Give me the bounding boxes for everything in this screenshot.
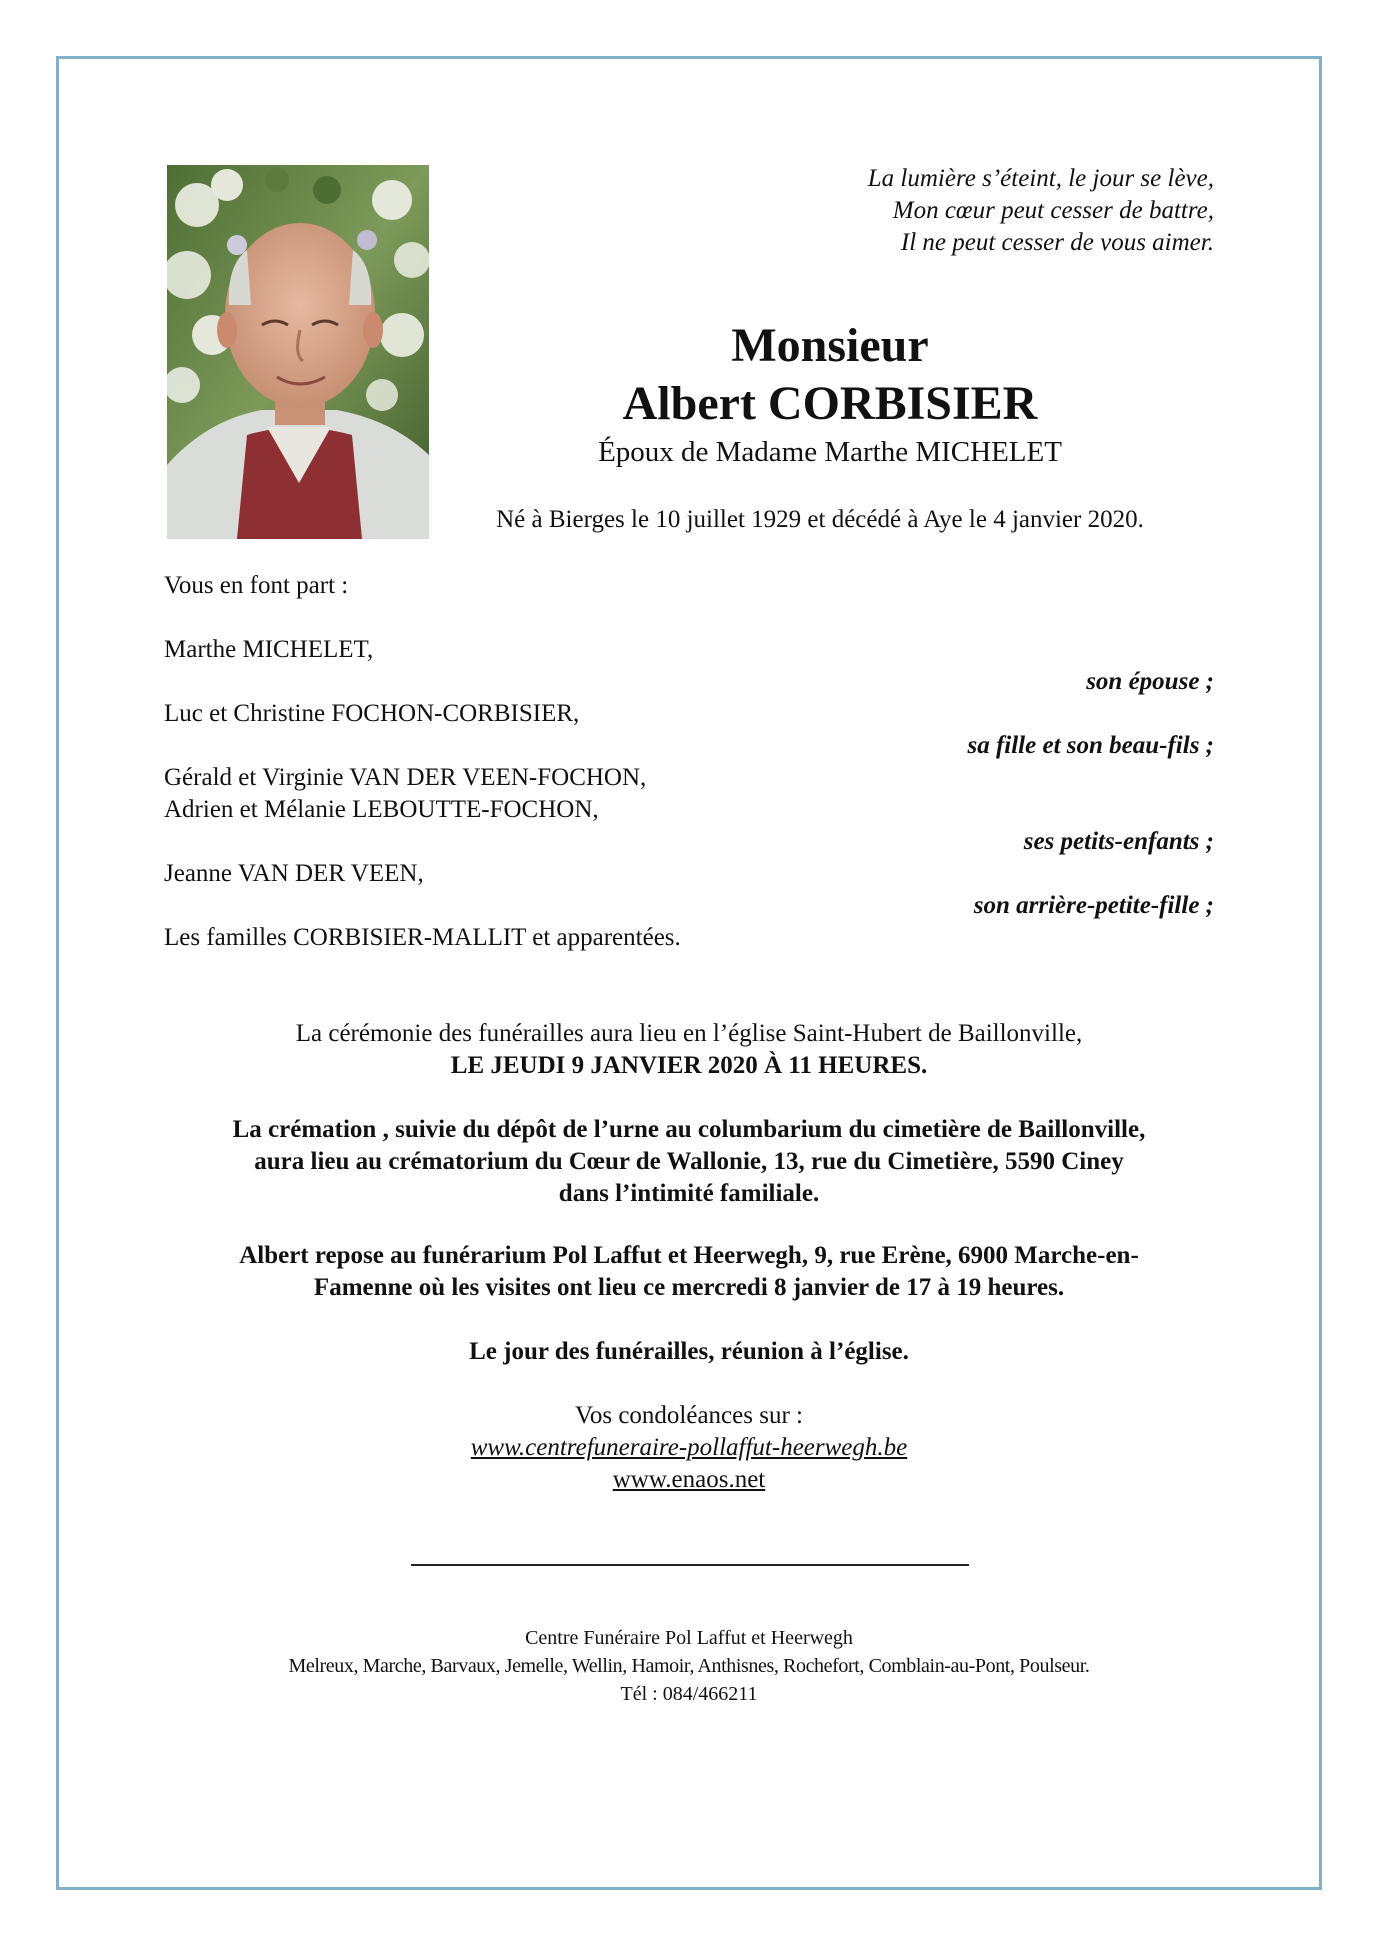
ceremony-block [100, 1018, 1278, 1082]
ceremony-line: La cérémonie des funérailles aura lieu en l’église Saint-Hubert de Baillonville, [295, 1020, 1083, 1047]
condolences-link-primary[interactable]: www.centrefuneraire-pollaffut-heerwegh.be [470, 1434, 908, 1461]
visitation-block [100, 1240, 1278, 1304]
condolences-block [100, 1400, 1278, 1496]
family-relation: son arrière-petite-fille ; [973, 892, 1214, 919]
portrait-photo [167, 165, 429, 539]
family-member: Les familles CORBISIER-MALLIT et apparentées. [164, 924, 681, 951]
footer-company: Centre Funéraire Pol Laffut et Heerwegh [525, 1627, 853, 1649]
condolences-label: Vos condoléances sur : [575, 1402, 803, 1429]
poem-line: Mon cœur peut cesser de battre, [892, 197, 1214, 224]
family-relation: son épouse ; [1086, 668, 1214, 695]
family-member: Luc et Christine FOCHON-CORBISIER, [164, 700, 580, 727]
ceremony-date: LE JEUDI 9 JANVIER 2020 À 11 HEURES. [450, 1052, 928, 1079]
footer [100, 1624, 1278, 1708]
cremation-line: La crémation , suivie du dépôt de l’urne au columbarium du cimetière de Baillonville, [232, 1116, 1146, 1143]
family-member: Gérald et Virginie VAN DER VEEN-FOCHON, [164, 764, 647, 791]
portrait-illustration [167, 165, 429, 539]
poem-line: Il ne peut cesser de vous aimer. [900, 229, 1214, 256]
cremation-block [100, 1114, 1278, 1210]
birth-death-line: Né à Bierges le 10 juillet 1929 et décédé à Aye le 4 janvier 2020. [496, 506, 1144, 533]
poem [654, 163, 1214, 259]
divider [411, 1564, 969, 1566]
footer-locations: Melreux, Marche, Barvaux, Jemelle, Wellin, Hamoir, Anthisnes, Rochefort, Comblain-au-Pont, Poulseur. [288, 1655, 1090, 1677]
condolences-link-secondary[interactable]: www.enaos.net [612, 1466, 766, 1493]
spouse-line: Époux de Madame Marthe MICHELET [598, 436, 1062, 468]
family-member: Jeanne VAN DER VEEN, [164, 860, 424, 887]
visitation-line: Famenne où les visites ont lieu ce mercredi 8 janvier de 17 à 19 heures. [313, 1274, 1065, 1301]
family-relation: ses petits-enfants ; [1023, 828, 1214, 855]
cremation-line: aura lieu au crématorium du Cœur de Wallonie, 13, rue du Cimetière, 5590 Ciney [254, 1148, 1124, 1175]
poem-line: La lumière s’éteint, le jour se lève, [867, 165, 1214, 192]
footer-phone: Tél : 084/466211 [620, 1683, 758, 1705]
family-member: Marthe MICHELET, [164, 636, 374, 663]
family-relation: sa fille et son beau-fils ; [967, 732, 1214, 759]
deceased-name: Albert CORBISIER [622, 377, 1038, 430]
visitation-line: Albert repose au funérarium Pol Laffut et Heerwegh, 9, rue Erène, 6900 Marche-en- [239, 1242, 1139, 1269]
announcement-intro: Vous en font part : [164, 572, 349, 599]
honorific: Monsieur [731, 319, 929, 372]
cremation-line: dans l’intimité familiale. [558, 1180, 820, 1207]
family-member: Adrien et Mélanie LEBOUTTE-FOCHON, [164, 796, 599, 823]
reunion-line: Le jour des funérailles, réunion à l’église. [469, 1338, 909, 1365]
